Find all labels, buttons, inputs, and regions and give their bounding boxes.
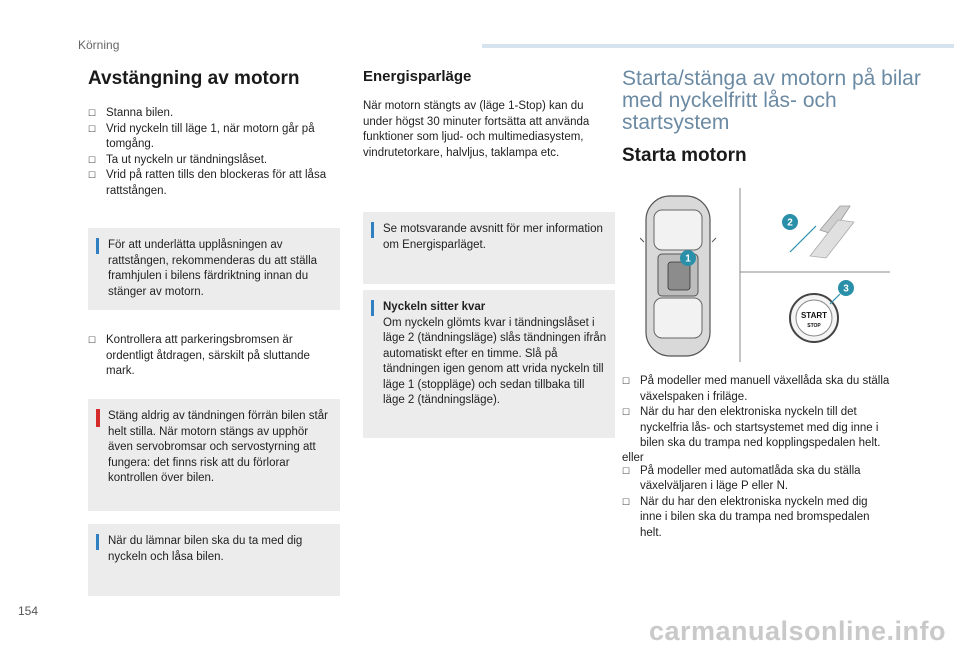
- callout-3: [830, 280, 854, 304]
- list-item: ☐ Vrid nyckeln till läge 1, när motorn går på tomgång.: [88, 122, 340, 153]
- section-title: Starta/stänga av motorn på bilar med nyckelfritt lås- och startsystem: [622, 67, 921, 134]
- car-icon: [640, 196, 716, 356]
- heading-start-engine: Starta motorn: [622, 145, 747, 166]
- column-3-steps: [622, 374, 892, 541]
- heading-energy-saving: Energisparläge: [363, 68, 472, 85]
- callout-1: [680, 250, 696, 266]
- warning-icon: [96, 409, 100, 427]
- list-item: ☐ När du har den elektroniska nyckeln med dig inne i bilen ska du trampa ned bromspedalen helt.: [622, 495, 892, 542]
- reference-text: Se motsvarande avsnitt för mer information om Energisparläget.: [383, 223, 603, 251]
- list-item: ☐ Vrid på ratten tills den blockeras för att låsa rattstången.: [88, 168, 340, 199]
- stop-label: STOP: [807, 323, 821, 329]
- svg-text:1: 1: [685, 253, 691, 265]
- info-icon: [96, 534, 99, 550]
- steps-list: [88, 106, 340, 199]
- column-1: [88, 68, 340, 199]
- steps-list-manual: [622, 374, 892, 452]
- tip-text: När du lämnar bilen ska du ta med dig nyckeln och låsa bilen.: [108, 535, 303, 563]
- info-icon: [371, 300, 374, 316]
- info-icon: [371, 222, 374, 238]
- list-item: ☐ Ta ut nyckeln ur tändningslåset.: [88, 153, 340, 169]
- list-item: ☐ När du har den elektroniska nyckeln till det nyckelfria lås- och startsystemet med dig inne i bilen ska du trampa ned kopplingspedalen helt.: [622, 405, 892, 452]
- watermark: carmanualsonline.info: [648, 616, 946, 646]
- start-label: START: [800, 311, 828, 320]
- list-item: ☐ På modeller med automatlåda ska du ställa växelväljaren i läge P eller N.: [622, 464, 892, 495]
- info-icon: [96, 238, 99, 254]
- key-left-title: Nyckeln sitter kvar: [383, 301, 486, 313]
- page-number: 154: [18, 604, 39, 618]
- car-diagram-illustration: [640, 186, 892, 364]
- key-left-note: [363, 290, 615, 438]
- tip-note-leave: [88, 524, 340, 596]
- key-left-content: [383, 300, 607, 409]
- section-label: Körning: [78, 38, 120, 52]
- list-item: ☐ Kontrollera att parkeringsbromsen är ordentligt åtdragen, särskilt på sluttande mark.: [88, 333, 338, 380]
- list-item: ☐ Stanna bilen.: [88, 106, 340, 122]
- figure-keyless-start: [640, 186, 892, 364]
- warning-note: [88, 399, 340, 511]
- reference-note: [363, 212, 615, 284]
- handbrake-step: [88, 333, 338, 380]
- header-rule: [482, 44, 954, 48]
- pedal-icon: [790, 206, 854, 258]
- or-separator: eller: [622, 451, 644, 464]
- heading-engine-off: Avstängning av motorn: [88, 68, 300, 89]
- list-item: ☐ På modeller med manuell växellåda ska du ställa växelspaken i friläge.: [622, 374, 892, 405]
- warning-text: Stäng aldrig av tändningen förrän bilen står helt stilla. När motorn stängs av upphör även servobromsar och servostyrning att fungera: det finns risk att du förlorar kontrollen över bilen.: [108, 410, 328, 484]
- energy-body: När motorn stängts av (läge 1-Stop) kan du under högst 30 minuter fortsätta att använda funktioner som ljud- och multimediasystem, vindrutetorkare, halvljus, taklampa etc.: [363, 100, 590, 159]
- column-2: [363, 68, 613, 161]
- tip-text: För att underlätta upplåsningen av rattstången, rekommenderas du att ställa framhjulen i bilens färdriktning innan du stänger av motorn.: [108, 239, 318, 298]
- svg-text:2: 2: [787, 217, 793, 229]
- key-left-body: Om nyckeln glömts kvar i tändningslåset i läge 2 (tändningsläge) slås tändningen ifrån automatiskt efter en timme. Slå på tändningen igen genom att vrida nyckeln till läge 1 (stoppläge) och sedan tillbaka till läge 2 (tändningsläge).: [383, 316, 607, 406]
- tip-note: [88, 228, 340, 310]
- steps-list-automatic: [622, 464, 892, 542]
- callout-2: [782, 214, 798, 230]
- start-stop-button-icon: [790, 294, 838, 342]
- svg-text:3: 3: [843, 283, 849, 295]
